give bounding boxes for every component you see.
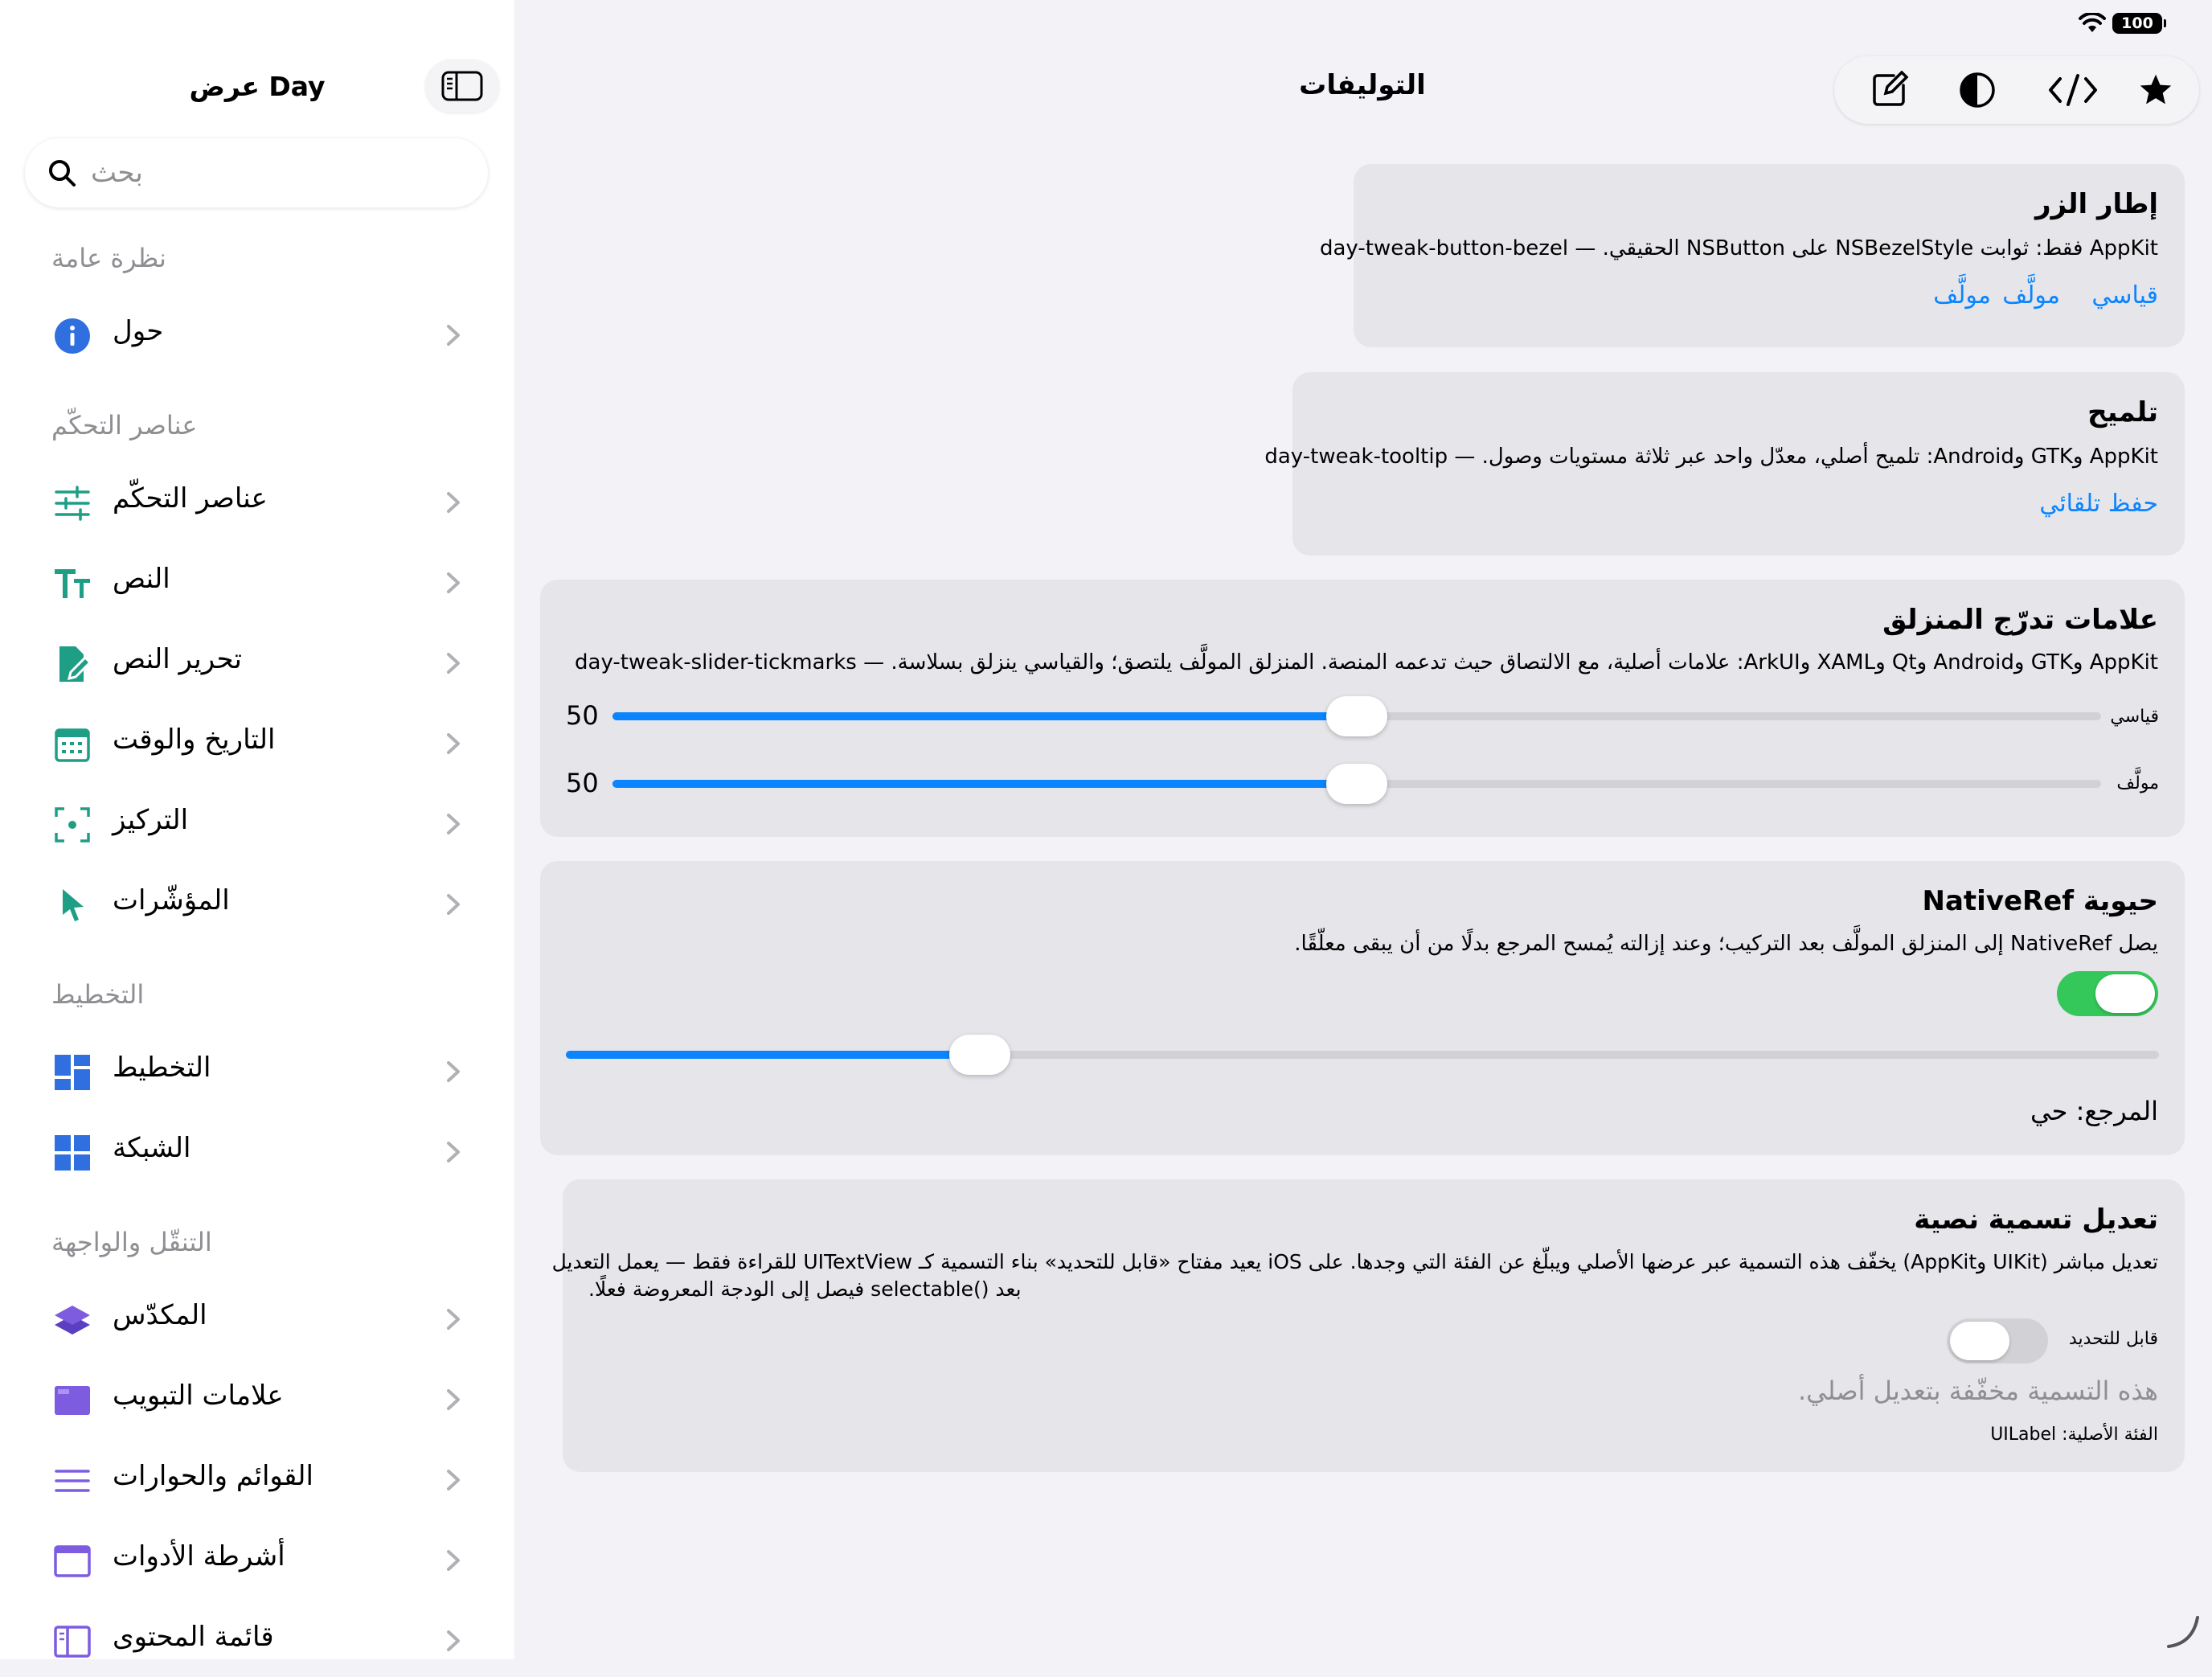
sidebar-item-text[interactable] [0, 547, 514, 619]
sidebar-item-layout[interactable] [0, 1035, 514, 1108]
sidebar-item-stack[interactable] [0, 1283, 514, 1355]
code-button[interactable] [2045, 68, 2101, 113]
sidebar-item-menus-dialogs[interactable] [0, 1444, 514, 1516]
content-list-icon [53, 1622, 92, 1661]
favorite-button[interactable] [2133, 68, 2178, 113]
contrast-icon [1958, 71, 1997, 109]
page-title: التوليفات [1299, 69, 1426, 101]
star-icon [2138, 72, 2173, 108]
card-nativeref [540, 861, 2185, 1155]
sidebar-item-toolbars[interactable] [0, 1524, 514, 1597]
chevron-right-icon [444, 730, 463, 757]
sidebar-item-label: علامات التبويب [113, 1380, 284, 1412]
card-label-tweak [551, 1179, 2185, 1472]
slider-standard-value: 50 [566, 700, 599, 731]
sidebar-item-label: أشرطة الأدوات [113, 1540, 285, 1572]
native-class-label: الفئة الأصلية: UILabel [1990, 1425, 2158, 1445]
battery-level: 100 [2121, 14, 2153, 32]
section-header-overview: نظرة عامة [51, 243, 166, 273]
contrast-button[interactable] [1955, 68, 2000, 113]
document-edit-icon [53, 645, 92, 683]
chevron-right-icon [444, 489, 463, 516]
sidebar-item-label: حول [113, 315, 164, 347]
toggle-knob [1950, 1322, 2009, 1360]
sidebar-item-focus[interactable] [0, 788, 514, 860]
nativeref-toggle[interactable] [2057, 971, 2158, 1016]
card-description-line1: تعديل مباشر (UIKit وAppKit) يخفّف هذه التسمية عبر عرضها الأصلي ويبلّغ عن الفئة التي وجدها. على iOS يعيد مفتاح «قابل للتحديد» بناء التسمية كـ UITextView للقراءة فقط — يعمل التعديل [551, 1250, 2158, 1273]
sidebar-item-label: عناصر التحكّم [113, 482, 268, 515]
sidebar-toggle-icon [441, 71, 483, 101]
bezel-option-tweaked[interactable]: مولَّف [2002, 281, 2060, 310]
card-description: AppKit وGTK وAndroid وQt وXAML وArkUI: علامات أصلية، مع الالتصاق حيث تدعمه المنصة. المنزلق المولَّف يلتصق؛ والقياسي ينزلق بسلاسة. — day-tweak-slider-tickmarks [575, 650, 2158, 674]
toolbar-window-icon [53, 1542, 92, 1581]
selectable-toggle-label: قابل للتحديد [2068, 1329, 2158, 1349]
chevron-right-icon [444, 1547, 463, 1574]
sidebar-item-label: التركيز [113, 804, 189, 836]
focus-icon [53, 806, 92, 844]
nativeref-slider-thumb[interactable] [949, 1035, 1010, 1075]
sidebar-item-label: التخطيط [113, 1052, 211, 1084]
bezel-option-standard[interactable]: قياسي [2091, 281, 2158, 310]
chevron-right-icon [444, 1627, 463, 1654]
tooltip-autosave-button[interactable]: حفظ تلقائي [2039, 490, 2158, 518]
card-title: تلميح [2087, 396, 2158, 428]
sidebar-item-label: تحرير النص [113, 643, 242, 675]
grid-icon [53, 1134, 92, 1172]
layout-icon [53, 1053, 92, 1092]
slider-standard-fill [612, 712, 1357, 720]
chevron-right-icon [444, 1058, 463, 1085]
chevron-right-icon [444, 569, 463, 597]
sidebar-item-date-time[interactable] [0, 707, 514, 780]
tabs-icon [53, 1381, 92, 1420]
card-title: حيوية NativeRef [1922, 885, 2158, 917]
sidebar-item-label: المكدّس [113, 1299, 207, 1331]
sidebar-item-label: قائمة المحتوى [113, 1621, 274, 1653]
chevron-right-icon [444, 1306, 463, 1333]
calendar-icon [53, 725, 92, 764]
cursor-icon [53, 886, 92, 925]
sidebar-item-label: القوائم والحوارات [113, 1460, 313, 1492]
slider-label-standard: قياسي [2110, 707, 2159, 727]
card-title: إطار الزر [2035, 188, 2158, 220]
card-description: AppKit وGTK وAndroid: تلميح أصلي، معدّل واحد عبر ثلاثة مستويات وصول. — day-tweak-tooltip [1264, 445, 2158, 469]
card-description: AppKit فقط: ثوابت NSBezelStyle على NSButton الحقيقي. — day-tweak-button-bezel [1320, 236, 2158, 260]
card-title: علامات تدرّج المنزلق [1882, 604, 2158, 636]
slider-tweaked-fill [612, 780, 1357, 788]
sidebar-item-cursors[interactable] [0, 868, 514, 941]
sidebar [0, 0, 514, 1659]
chevron-right-icon [444, 810, 463, 838]
sidebar-toggle-button[interactable] [425, 59, 499, 113]
card-title: تعديل تسمية نصية [1914, 1203, 2158, 1236]
slider-tweaked-value: 50 [566, 768, 599, 798]
nativeref-status: المرجع: حي [2030, 1096, 2158, 1126]
section-header-controls: عناصر التحكّم [51, 410, 198, 441]
nativeref-slider-fill [566, 1051, 980, 1059]
card-description-line2: بعد ()selectable فيصل إلى الودجة المعروضة فعلًا. [588, 1277, 1022, 1301]
toggle-knob [2095, 974, 2155, 1013]
chevron-right-icon [444, 1386, 463, 1413]
search-input[interactable] [89, 156, 221, 190]
card-slider-tickmarks [540, 580, 2185, 837]
sidebar-item-label: النص [113, 563, 170, 595]
slider-label-tweaked: مولَّف [2116, 773, 2159, 793]
sidebar-item-label: الشبكة [113, 1132, 191, 1164]
dimmed-label: هذه التسمية مخفّفة بتعديل أصلي. [1797, 1376, 2158, 1406]
status-indicators [2079, 13, 2162, 34]
sidebar-item-label: التاريخ والوقت [113, 724, 276, 756]
menu-lines-icon [53, 1462, 92, 1500]
sidebar-title: عرض Day [189, 71, 326, 102]
section-header-layout: التخطيط [51, 979, 145, 1010]
slider-tweaked-thumb[interactable] [1326, 764, 1387, 804]
slider-standard-thumb[interactable] [1326, 696, 1387, 736]
chevron-right-icon [444, 322, 463, 349]
text-size-icon [53, 564, 92, 603]
chevron-right-icon [444, 650, 463, 677]
selectable-toggle[interactable] [1947, 1318, 2048, 1363]
card-description: يصل NativeRef إلى المنزلق المولَّف بعد التركيب؛ وعند إزالته يُمسح المرجع بدلًا من أن يبقى معلّقًا. [1294, 932, 2158, 956]
toolbar [1834, 56, 2199, 124]
battery-icon [2112, 13, 2162, 34]
sidebar-item-tabs[interactable] [0, 1363, 514, 1436]
search-field[interactable] [25, 138, 488, 207]
bezel-option-tweaked-2[interactable]: مولَّف [1933, 281, 1991, 310]
sidebar-item-grid[interactable] [0, 1116, 514, 1188]
search-icon [44, 155, 80, 191]
sliders-icon [53, 484, 92, 523]
stack-icon [53, 1301, 92, 1339]
chevron-right-icon [444, 891, 463, 918]
sidebar-item-content-list[interactable] [0, 1605, 514, 1677]
chevron-right-icon [444, 1138, 463, 1166]
sidebar-item-label: المؤشّرات [113, 884, 230, 916]
card-button-bezel [1320, 164, 2185, 347]
compose-icon [1870, 71, 1908, 109]
sidebar-item-controls[interactable] [0, 466, 514, 539]
section-header-navigation: التنقّل والواجهة [51, 1227, 212, 1257]
info-icon [53, 317, 92, 355]
compose-button[interactable] [1866, 68, 1911, 113]
chevron-right-icon [444, 1466, 463, 1494]
card-tooltip [1264, 372, 2185, 556]
sidebar-item-about[interactable] [0, 299, 514, 371]
wifi-icon [2079, 13, 2106, 34]
resize-handle-icon[interactable] [2164, 1611, 2202, 1650]
sidebar-item-text-editing[interactable] [0, 627, 514, 699]
code-icon [2047, 71, 2099, 109]
